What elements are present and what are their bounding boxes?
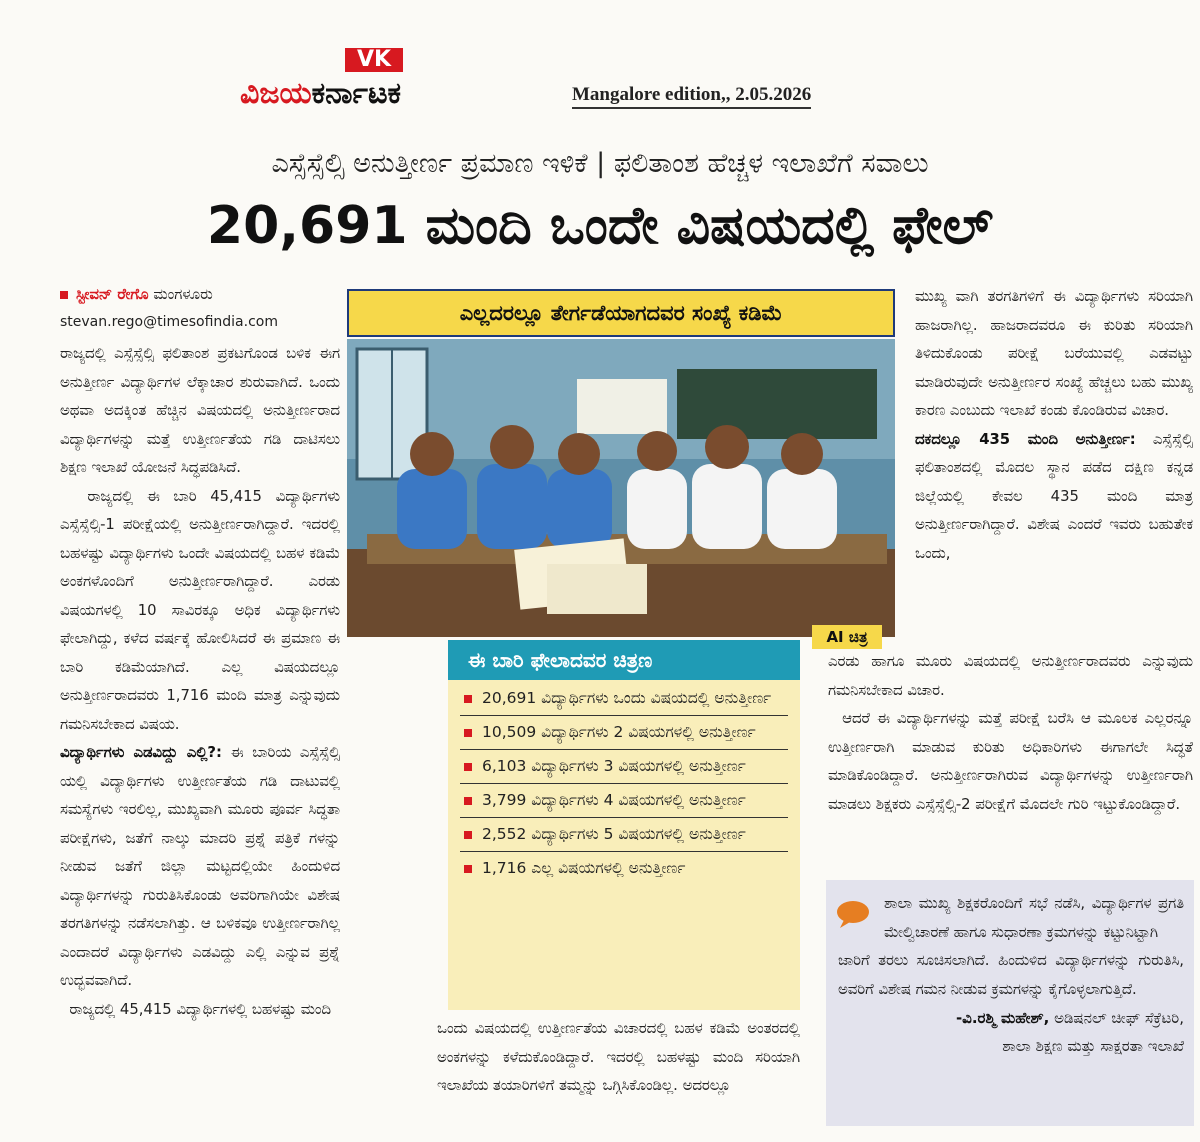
paragraph: ರಾಜ್ಯದಲ್ಲಿ ಈ ಬಾರಿ 45,415 ವಿದ್ಯಾರ್ಥಿಗಳು ಎಸ್ಸೆಸ್ಸೆಲ್ಸಿ-1 ಪರೀಕ್ಷೆಯಲ್ಲಿ ಅನುತ್ತೀರ್ಣರಾಗಿದ್ದಾರೆ. ಇದರಲ್ಲಿ ಬಹಳಷ್ಟು ವಿದ್ಯಾರ್ಥಿಗಳು ಒಂದೇ ವಿಷಯದಲ್ಲಿ ಬಹಳ ಕಡಿಮೆ ಅಂಕಗಳೊಂದಿಗೆ ಅನುತ್ತೀರ್ಣರಾಗಿದ್ದಾರೆ. ಎರಡು ವಿಷಯಗಳಲ್ಲಿ 10 ಸಾವಿರಕ್ಕೂ ಅಧಿಕ ವಿದ್ಯಾರ್ಥಿಗಳು ಫೇಲಾಗಿದ್ದು, ಕಳೆದ ವರ್ಷಕ್ಕೆ ಹೋಲಿಸಿದರೆ ಈ ಪ್ರಮಾಣ ಈ ಬಾರಿ ಕಡಿಮೆಯಾಗಿದೆ. ಎಲ್ಲ ವಿಷಯದಲ್ಲೂ ಅನುತ್ತೀರ್ಣರಾದವರು 1,716 ಮಂದಿ ಮಾತ್ರ ಎನ್ನುವುದು ಗಮನಿಸಬೇಕಾದ ವಿಷಯ. <box>60 487 340 733</box>
paragraph: ಆದರೆ ಈ ವಿದ್ಯಾರ್ಥಿಗಳನ್ನು ಮತ್ತೆ ಪರೀಕ್ಷೆ ಬರೆಸಿ ಆ ಮೂಲಕ ಎಲ್ಲರನ್ನೂ ಉತ್ತೀರ್ಣರಾಗಿ ಮಾಡುವ ಕುರಿತು ಅಧಿಕಾರಿಗಳು ಈಗಾಗಲೇ ಸಿದ್ಧತೆ ಮಾಡಿಕೊಂಡಿದ್ದಾರೆ. ಅನುತ್ತೀರ್ಣರಾಗಿರುವ ವಿದ್ಯಾರ್ಥಿಗಳನ್ನು ಉತ್ತೀರ್ಣರಾಗಿ ಮಾಡಲು ಶಿಕ್ಷಕರು ಎಸ್ಸೆಸ್ಸೆಲ್ಸಿ-2 ಪರೀಕ್ಷೆಗೆ ಮೊದಲೇ ಗುರಿ ಇಟ್ಟುಕೊಂಡಿದ್ದಾರೆ. <box>828 710 1193 813</box>
logo-name-red: ವಿಜಯ <box>240 76 312 111</box>
paragraph: ರಾಜ್ಯದಲ್ಲಿ 45,415 ವಿದ್ಯಾರ್ಥಿಗಳಲ್ಲಿ ಬಹಳಷ್ಟು ಮಂದಿ <box>69 1000 331 1018</box>
article-column-3-continued <box>828 648 1193 819</box>
byline-place: ಮಂಗಳೂರು <box>153 285 213 303</box>
bullet <box>464 797 472 805</box>
quote-box <box>826 880 1194 1126</box>
bullet <box>464 865 472 873</box>
logo-name-black: ಕರ್ನಾಟಕ <box>311 76 402 111</box>
article-column-2 <box>437 1015 800 1101</box>
byline-email[interactable]: stevan.rego@timesofindia.com <box>60 314 278 330</box>
quote-department: ಶಾಲಾ ಶಿಕ್ಷಣ ಮತ್ತು ಸಾಕ್ಷರತಾ ಇಲಾಖೆ <box>1002 1037 1184 1055</box>
quote-author: -ವಿ.ರಶ್ಮಿ ಮಹೇಶ್, <box>955 1009 1050 1027</box>
stats-box <box>448 680 800 1010</box>
byline-bullet <box>60 291 68 299</box>
classroom-photo <box>347 339 895 637</box>
speech-bubble-icon <box>836 900 870 928</box>
paragraph: ಎರಡು ಹಾಗೂ ಮೂರು ವಿಷಯದಲ್ಲಿ ಅನುತ್ತೀರ್ಣರಾದವರು ಎನ್ನುವುದು ಗಮನಿಸಬೇಕಾದ ವಿಚಾರ. <box>828 653 1193 699</box>
article-column-3 <box>915 283 1193 568</box>
stat-item: 1,716 ಎಲ್ಲ ವಿಷಯಗಳಲ್ಲಿ ಅನುತ್ತೀರ್ಣ <box>460 852 788 885</box>
ai-image-label: AI ಚಿತ್ರ <box>812 625 882 649</box>
stat-item: 2,552 ವಿದ್ಯಾರ್ಥಿಗಳು 5 ವಿಷಯಗಳಲ್ಲಿ ಅನುತ್ತೀರ್ಣ <box>460 818 788 852</box>
paragraph: ಒಂದು ವಿಷಯದಲ್ಲಿ ಉತ್ತೀರ್ಣತೆಯ ವಿಚಾರದಲ್ಲಿ ಬಹಳ ಕಡಿಮೆ ಅಂತರದಲ್ಲಿ ಅಂಕಗಳನ್ನು ಕಳೆದುಕೊಂಡಿದ್ದಾರೆ. ಇದರಲ್ಲಿ ಬಹಳಷ್ಟು ಮಂದಿ ಸರಿಯಾಗಿ ಇಲಾಖೆಯ ತಯಾರಿಗಳಿಗೆ ತಮ್ಮನ್ನು ಒಗ್ಗಿಸಿಕೊಂಡಿಲ್ಲ. ಅದರಲ್ಲೂ <box>437 1020 800 1094</box>
quote-line: ಶಾಲಾ ಮುಖ್ಯ ಶಿಕ್ಷಕರೊಂದಿಗೆ ಸಭೆ ನಡೆಸಿ, ವಿದ್ಯಾರ್ಥಿಗಳ ಪ್ರಗತಿ ಮೇಲ್ವಿಚಾರಣೆ ಹಾಗೂ ಸುಧಾರಣಾ ಕ್ರಮಗಳನ್ನು ಕಟ್ಟುನಿಟ್ಟಾಗಿ <box>884 895 1184 941</box>
kicker: ಎಸ್ಸೆಸ್ಸೆಲ್ಸಿ ಅನುತ್ತೀರ್ಣ ಪ್ರಮಾಣ ಇಳಿಕೆ | ಫಲಿತಾಂಶ ಹೆಚ್ಚಳ ಇಲಾಖೆಗೆ ಸವಾಲು <box>271 148 929 179</box>
quote-line: ಜಾರಿಗೆ ತರಲು ಸೂಚಿಸಲಾಗಿದೆ. ಹಿಂದುಳಿದ ವಿದ್ಯಾರ್ಥಿಗಳನ್ನು ಗುರುತಿಸಿ, ಅವರಿಗೆ ವಿಶೇಷ ಗಮನ ನೀಡುವ ಕ್ರಮಗಳನ್ನು ಕೈಗೊಳ್ಳಲಾಗುತ್ತಿದೆ. <box>838 952 1184 998</box>
article-column-1 <box>60 280 340 1024</box>
stat-item: 20,691 ವಿದ್ಯಾರ್ಥಿಗಳು ಒಂದು ವಿಷಯದಲ್ಲಿ ಅನುತ್ತೀರ್ಣ <box>460 682 788 716</box>
photo-title: ಎಲ್ಲದರಲ್ಲೂ ತೇರ್ಗಡೆಯಾಗದವರ ಸಂಖ್ಯೆ ಕಡಿಮೆ <box>347 289 895 337</box>
logo-name <box>240 76 401 111</box>
quote-text <box>838 890 1184 1004</box>
edition-dateline: Mangalore edition,, 2.05.2026 <box>572 84 811 109</box>
bullet <box>464 729 472 737</box>
bullet <box>464 763 472 771</box>
stat-item: 6,103 ವಿದ್ಯಾರ್ಥಿಗಳು 3 ವಿಷಯಗಳಲ್ಲಿ ಅನುತ್ತೀರ್ಣ <box>460 750 788 784</box>
paragraph: ಮುಖ್ಯ ವಾಗಿ ತರಗತಿಗಳಿಗೆ ಈ ವಿದ್ಯಾರ್ಥಿಗಳು ಸರಿಯಾಗಿ ಹಾಜರಾಗಿಲ್ಲ. ಹಾಜರಾದವರೂ ಈ ಕುರಿತು ಸರಿಯಾಗಿ ತಿಳಿದುಕೊಂಡು ಪರೀಕ್ಷೆ ಬರೆಯುವಲ್ಲಿ ಎಡವಟ್ಟು ಮಾಡಿರುವುದೇ ಅನುತ್ತೀರ್ಣರ ಸಂಖ್ಯೆ ಹೆಚ್ಚಲು ಬಹು ಮುಖ್ಯ ಕಾರಣ ಎಂಬುದು ಇಲಾಖೆ ಕಂಡು ಕೊಂಡಿರುವ ವಿಚಾರ. <box>915 288 1193 419</box>
byline-name: ಸ್ಟೀವನ್ ರೇಗೊ <box>76 285 149 303</box>
headline: 20,691 ಮಂದಿ ಒಂದೇ ವಿಷಯದಲ್ಲಿ ಫೇಲ್ <box>206 196 994 256</box>
byline <box>60 280 340 308</box>
newspaper-logo <box>240 47 515 111</box>
stat-item: 3,799 ವಿದ್ಯಾರ್ಥಿಗಳು 4 ವಿಷಯಗಳಲ್ಲಿ ಅನುತ್ತೀರ್ಣ <box>460 784 788 818</box>
stats-title: ಈ ಬಾರಿ ಫೇಲಾದವರ ಚಿತ್ರಣ <box>448 640 800 680</box>
quote-attribution <box>838 1004 1184 1060</box>
stat-item: 10,509 ವಿದ್ಯಾರ್ಥಿಗಳು 2 ವಿಷಯಗಳಲ್ಲಿ ಅನುತ್ತೀರ್ಣ <box>460 716 788 750</box>
quote-designation: ಅಡಿಷನಲ್ ಚೀಫ್ ಸೆಕ್ರೆಟರಿ, <box>1054 1009 1184 1027</box>
bullet <box>464 695 472 703</box>
paragraph: ರಾಜ್ಯದಲ್ಲಿ ಎಸ್ಸೆಸ್ಸೆಲ್ಸಿ ಫಲಿತಾಂಶ ಪ್ರಕಟಗೊಂಡ ಬಳಿಕ ಈಗ ಅನುತ್ತೀರ್ಣ ವಿದ್ಯಾರ್ಥಿಗಳ ಲೆಕ್ಕಾಚಾರ ಶುರುವಾಗಿದೆ. ಒಂದು ಅಥವಾ ಅದಕ್ಕಿಂತ ಹೆಚ್ಚಿನ ವಿಷಯದಲ್ಲಿ ಅನುತ್ತೀರ್ಣರಾದ ವಿದ್ಯಾರ್ಥಿಗಳನ್ನು ಮತ್ತೆ ಉತ್ತೀರ್ಣತೆಯ ಗಡಿ ದಾಟಿಸಲು ಶಿಕ್ಷಣ ಇಲಾಖೆ ಯೋಜನೆ ಸಿದ್ಧಪಡಿಸಿದೆ. <box>60 345 340 476</box>
paragraph: ದಕದಲ್ಲೂ 435 ಮಂದಿ ಅನುತ್ತೀರ್ಣ: ಎಸ್ಸೆಸ್ಸೆಲ್ಸಿ ಫಲಿತಾಂಶದಲ್ಲಿ ಮೊದಲ ಸ್ಥಾನ ಪಡೆದ ದಕ್ಷಿಣ ಕನ್ನಡ ಜಿಲ್ಲೆಯಲ್ಲಿ ಕೇವಲ 435 ಮಂದಿ ಮಾತ್ರ ಅನುತ್ತೀರ್ಣರಾಗಿದ್ದಾರೆ. ವಿಶೇಷ ಎಂದರೆ ಇವರು ಬಹುತೇಕ ಒಂದು, <box>915 430 1193 562</box>
subhead: ವಿದ್ಯಾರ್ಥಿಗಳು ಎಡವಿದ್ದು ಎಲ್ಲಿ?: <box>60 744 222 761</box>
paragraph: ವಿದ್ಯಾರ್ಥಿಗಳು ಎಡವಿದ್ದು ಎಲ್ಲಿ?: ಈ ಬಾರಿಯ ಎಸ್ಸೆಸ್ಸೆಲ್ಸಿ ಯಲ್ಲಿ ವಿದ್ಯಾರ್ಥಿಗಳು ಉತ್ತೀರ್ಣತೆಯ ಗಡಿ ದಾಟುವಲ್ಲಿ ಸಮಸ್ಯೆಗಳು ಇರಲಿಲ್ಲ, ಮುಖ್ಯವಾಗಿ ಮೂರು ಪೂರ್ವ ಸಿದ್ಧತಾ ಪರೀಕ್ಷೆಗಳು, ಜತೆಗೆ ನಾಲ್ಕು ಮಾದರಿ ಪ್ರಶ್ನೆ ಪತ್ರಿಕೆ ಗಳನ್ನು ನೀಡುವ ಜತೆಗೆ ಜಿಲ್ಲಾ ಮಟ್ಟದಲ್ಲಿಯೇ ಹಿಂದುಳಿದ ವಿದ್ಯಾರ್ಥಿಗಳನ್ನು ಗುರುತಿಸಿಕೊಂಡು ಅವರಿಗಾಗಿಯೇ ವಿಶೇಷ ತರಗತಿಗಳನ್ನು ನಡೆಸಲಾಗಿತ್ತು. ಆ ಬಳಿಕವೂ ಉತ್ತೀರ್ಣರಾಗಿಲ್ಲ ಎಂದಾದರೆ ವಿದ್ಯಾರ್ಥಿಗಳು ಎಡವಿದ್ದು ಎಲ್ಲಿ ಎನ್ನುವ ಪ್ರಶ್ನೆ ಉದ್ಭವವಾಗಿದೆ. <box>60 744 340 989</box>
subhead: ದಕದಲ್ಲೂ 435 ಮಂದಿ ಅನುತ್ತೀರ್ಣ: <box>915 430 1136 448</box>
bullet <box>464 831 472 839</box>
logo-mark: VK <box>345 48 403 72</box>
